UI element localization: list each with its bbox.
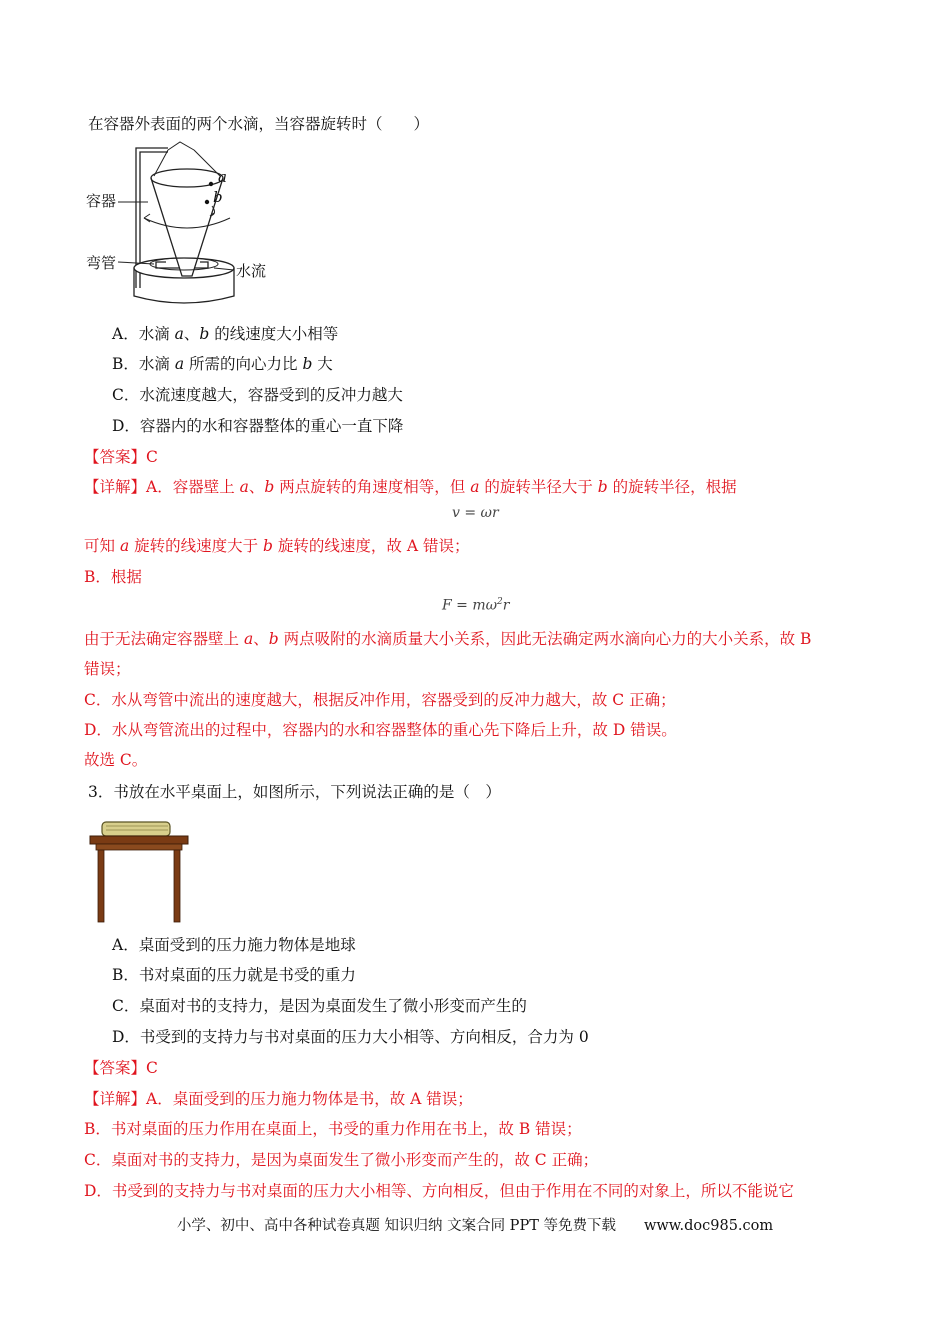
page-footer	[0, 1214, 950, 1235]
container-label: 容器	[86, 192, 117, 210]
q2-option-a: A．水滴 a、b 的线速度大小相等	[112, 325, 339, 343]
book-on-table-figure	[88, 818, 192, 924]
q3-option-c: C．桌面对书的支持力，是因为桌面发生了微小形变而产生的	[112, 997, 527, 1015]
q2-option-b: B．水滴 a 所需的向心力比 b 大	[112, 355, 333, 373]
q2-explain-line2: 可知 a 旋转的线速度大于 b 旋转的线速度，故 A 错误；	[84, 537, 470, 555]
drop-a-label: a	[218, 168, 227, 186]
q2-explain-line8: 故选 C。	[84, 751, 148, 769]
q3-option-b: B．书对桌面的压力就是书受的重力	[112, 966, 356, 984]
rotating-container-figure	[84, 140, 294, 310]
q3-stem: 3．书放在水平桌面上，如图所示，下列说法正确的是（ ）	[88, 783, 501, 801]
q3-explain-line3: C．桌面对书的支持力，是因为桌面发生了微小形变而产生的，故 C 正确；	[84, 1151, 599, 1169]
bent-tube-label: 弯管	[86, 254, 117, 272]
drop-b-label: b	[213, 188, 223, 206]
q2-stem: 在容器外表面的两个水滴，当容器旋转时（ ）	[88, 115, 430, 133]
q2-explain-line4: 由于无法确定容器壁上 a、b 两点吸附的水滴质量大小关系，因此无法确定两水滴向心力的大小关系，故 B	[84, 630, 812, 648]
q2-explain-line3: B．根据	[84, 568, 142, 586]
formula-centripetal-force: $F = m\omega^2r$	[442, 597, 510, 614]
q3-answer: 【答案】C	[84, 1059, 158, 1077]
footer-text: 小学、初中、高中各种试卷真题 知识归纳 文案合同 PPT 等免费下载	[176, 1218, 616, 1234]
rotating-container-diagram	[84, 140, 294, 310]
q3-option-d: D．书受到的支持力与书对桌面的压力大小相等、方向相反，合力为 0	[112, 1028, 589, 1046]
water-flow-label: 水流	[236, 262, 267, 280]
q3-option-a: A．桌面受到的压力施力物体是地球	[112, 936, 356, 954]
q2-explain-line7: D．水从弯管流出的过程中，容器内的水和容器整体的重心先下降后上升，故 D 错误。	[84, 721, 677, 739]
q2-explain-line5: 错误；	[84, 660, 131, 678]
q3-explain-line2: B．书对桌面的压力作用在桌面上，书受的重力作用在书上，故 B 错误；	[84, 1120, 582, 1138]
q2-explain-line6: C．水从弯管中流出的速度越大，根据反冲作用，容器受到的反冲力越大，故 C 正确；	[84, 691, 676, 709]
q2-option-d: D．容器内的水和容器整体的重心一直下降	[112, 417, 404, 435]
formula-v-omega-r: v = ωr	[452, 505, 499, 521]
q3-explain-line1: 【详解】A．桌面受到的压力施力物体是书，故 A 错误；	[84, 1090, 473, 1108]
q3-explain-line4: D．书受到的支持力与书对桌面的压力大小相等、方向相反，但由于作用在不同的对象上，所以不能说它	[84, 1182, 794, 1200]
q2-explain-line1: 【详解】A．容器壁上 a、b 两点旋转的角速度相等，但 a 的旋转半径大于 b 的旋转半径，根据	[84, 478, 737, 496]
book-on-table-diagram	[88, 818, 192, 924]
q2-option-c: C．水流速度越大，容器受到的反冲力越大	[112, 386, 403, 404]
footer-url[interactable]: www.doc985.com	[643, 1218, 774, 1234]
q2-answer: 【答案】C	[84, 448, 158, 466]
